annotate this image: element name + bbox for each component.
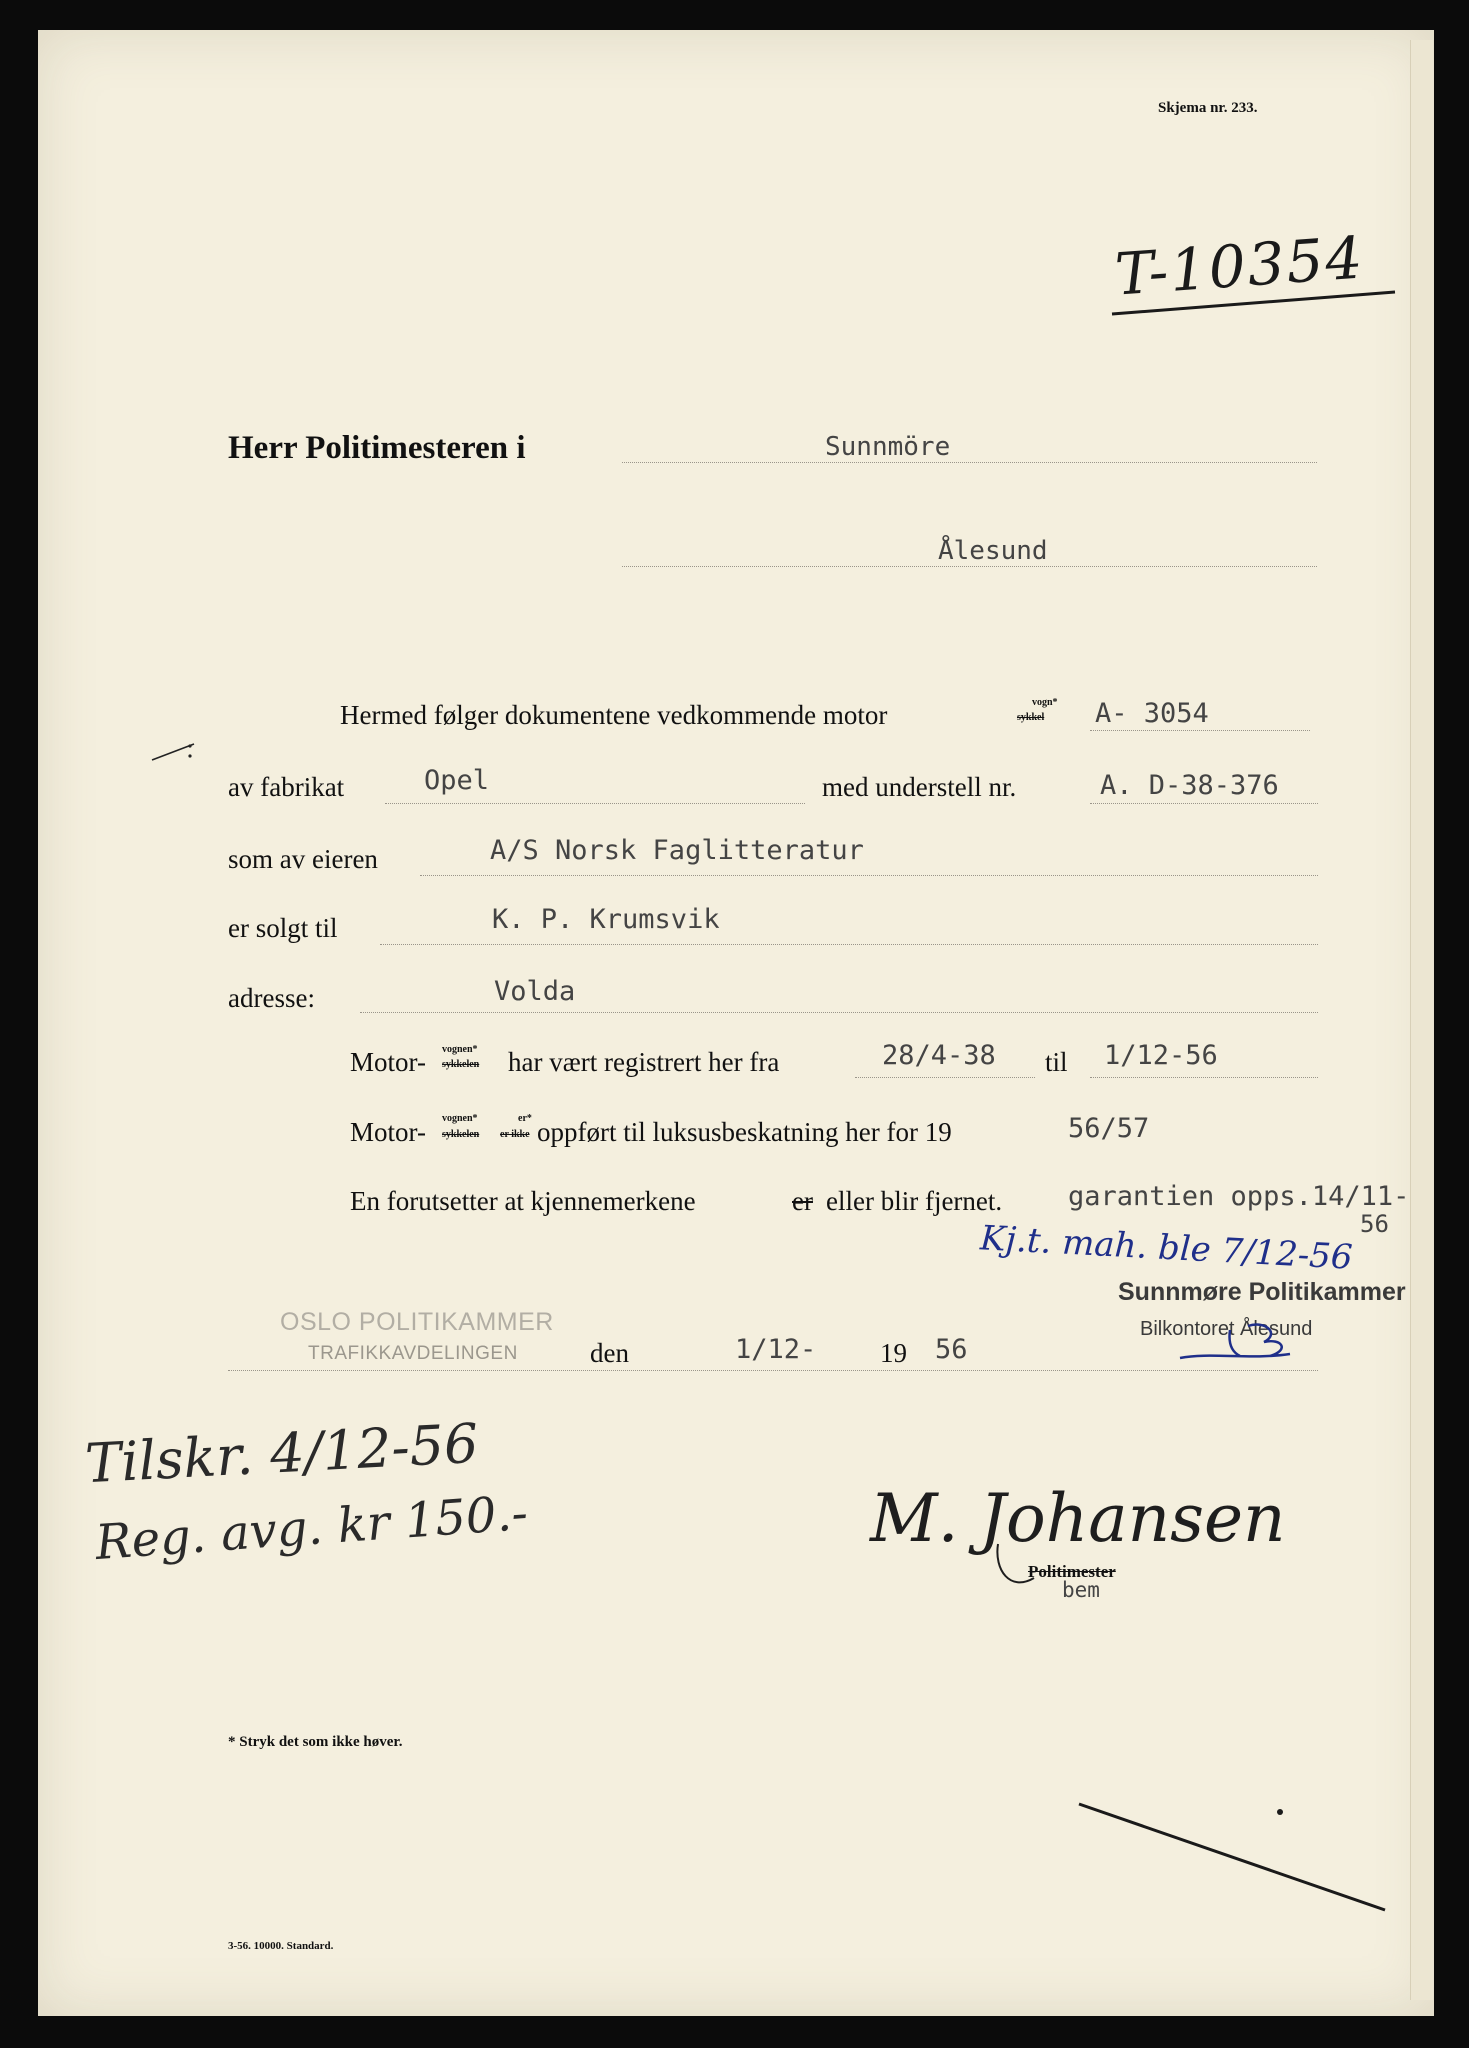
registered-sup-top: vognen* bbox=[442, 1044, 478, 1055]
intro-label: Hermed følger dokumentene vedkommende motor bbox=[340, 700, 888, 730]
tax-sup-bottom2: er ikke bbox=[500, 1129, 530, 1140]
address: Volda bbox=[494, 976, 576, 1007]
intro-sup-top: vogn* bbox=[1032, 697, 1058, 708]
plates-label: En forutsetter at kjennemerkene bbox=[350, 1186, 696, 1216]
chassis-line bbox=[1090, 803, 1318, 804]
date-day: 1/12- bbox=[735, 1334, 817, 1365]
plates-label-2: eller blir fjernet. bbox=[826, 1186, 1003, 1216]
registered-from: 28/4-38 bbox=[882, 1040, 996, 1071]
blue-initials bbox=[1170, 1310, 1340, 1370]
buyer-line bbox=[380, 944, 1318, 945]
chassis-label: med understell nr. bbox=[822, 772, 1017, 802]
owner: A/S Norsk Faglitteratur bbox=[490, 835, 864, 866]
handwritten-note-1: Tilskr. 4/12-56 bbox=[83, 1411, 480, 1496]
form-number: Skjema nr. 233. bbox=[1158, 100, 1258, 116]
signature: M. Johansen bbox=[870, 1480, 1286, 1557]
tax-sup-mid: er* bbox=[518, 1113, 532, 1124]
date-century: 19 bbox=[880, 1338, 907, 1368]
tax-year: 56/57 bbox=[1068, 1113, 1150, 1144]
addressee-line-2 bbox=[622, 566, 1317, 567]
owner-label: som av eieren bbox=[228, 844, 378, 874]
registration-line bbox=[1090, 730, 1310, 731]
plates-note: garantien opps.14/11- bbox=[1068, 1181, 1410, 1212]
owner-line bbox=[420, 875, 1318, 876]
addressee-city: Ålesund bbox=[938, 536, 1048, 566]
document-page bbox=[38, 30, 1434, 2016]
tax-prefix: Motor- bbox=[350, 1117, 426, 1147]
make-line bbox=[385, 803, 805, 804]
paper-edge bbox=[1410, 40, 1433, 2000]
plates-struck: er bbox=[792, 1186, 813, 1216]
oslo-stamp-line1: OSLO POLITIKAMMER bbox=[280, 1308, 554, 1336]
registered-to-line bbox=[1090, 1077, 1318, 1078]
buyer: K. P. Krumsvik bbox=[492, 904, 720, 935]
make-label: av fabrikat bbox=[228, 772, 345, 802]
registered-prefix: Motor- bbox=[350, 1047, 426, 1077]
pen-stroke bbox=[1075, 1800, 1395, 1920]
address-line bbox=[360, 1012, 1318, 1013]
date-year: 56 bbox=[935, 1334, 968, 1365]
sunnmore-stamp-line2: Bilkontoret Ålesund bbox=[1140, 1318, 1313, 1340]
date-label: den bbox=[590, 1338, 629, 1368]
case-number: T-10354 bbox=[1112, 223, 1367, 309]
plates-note-year: 56 bbox=[1360, 1210, 1389, 1238]
intro-sup-bottom: sykkel bbox=[1017, 712, 1045, 723]
tax-label: oppført til luksusbeskatning her for 19 bbox=[537, 1117, 952, 1147]
handwritten-note-2: Reg. avg. kr 150.- bbox=[93, 1484, 530, 1572]
date-line bbox=[228, 1370, 1318, 1371]
tax-sup-bottom: sykkelen bbox=[442, 1129, 480, 1140]
addressee-line-1 bbox=[622, 462, 1317, 463]
buyer-label: er solgt til bbox=[228, 913, 338, 943]
margin-mark bbox=[150, 738, 200, 764]
registered-label: har vært registrert her fra bbox=[508, 1047, 780, 1077]
chassis: A. D-38-376 bbox=[1100, 770, 1279, 801]
signature-suffix: bem bbox=[1062, 1578, 1100, 1602]
footnote: * Stryk det som ikke høver. bbox=[228, 1734, 403, 1750]
signature-flourish bbox=[990, 1540, 1050, 1600]
registered-to: 1/12-56 bbox=[1104, 1040, 1218, 1071]
case-number-underline bbox=[1110, 290, 1400, 320]
registered-to-label: til bbox=[1045, 1047, 1068, 1077]
tax-sup-top: vognen* bbox=[442, 1113, 478, 1124]
registered-sup-bottom: sykkelen bbox=[442, 1059, 480, 1070]
address-label: adresse: bbox=[228, 983, 315, 1013]
registration: A- 3054 bbox=[1095, 698, 1209, 729]
signature-title: Politimester bbox=[1028, 1562, 1116, 1581]
blue-handwriting: Kj.t. mah. ble 7/12-56 bbox=[979, 1218, 1354, 1278]
addressee-label: Herr Politimesteren i bbox=[228, 430, 526, 466]
sunnmore-stamp-line1: Sunnmøre Politikammer bbox=[1118, 1278, 1406, 1306]
make: Opel bbox=[424, 765, 490, 796]
print-info: 3-56. 10000. Standard. bbox=[228, 1940, 334, 1952]
oslo-stamp-line2: TRAFIKKAVDELINGEN bbox=[308, 1343, 518, 1364]
registered-from-line bbox=[855, 1077, 1035, 1078]
addressee-district: Sunnmöre bbox=[825, 432, 951, 462]
